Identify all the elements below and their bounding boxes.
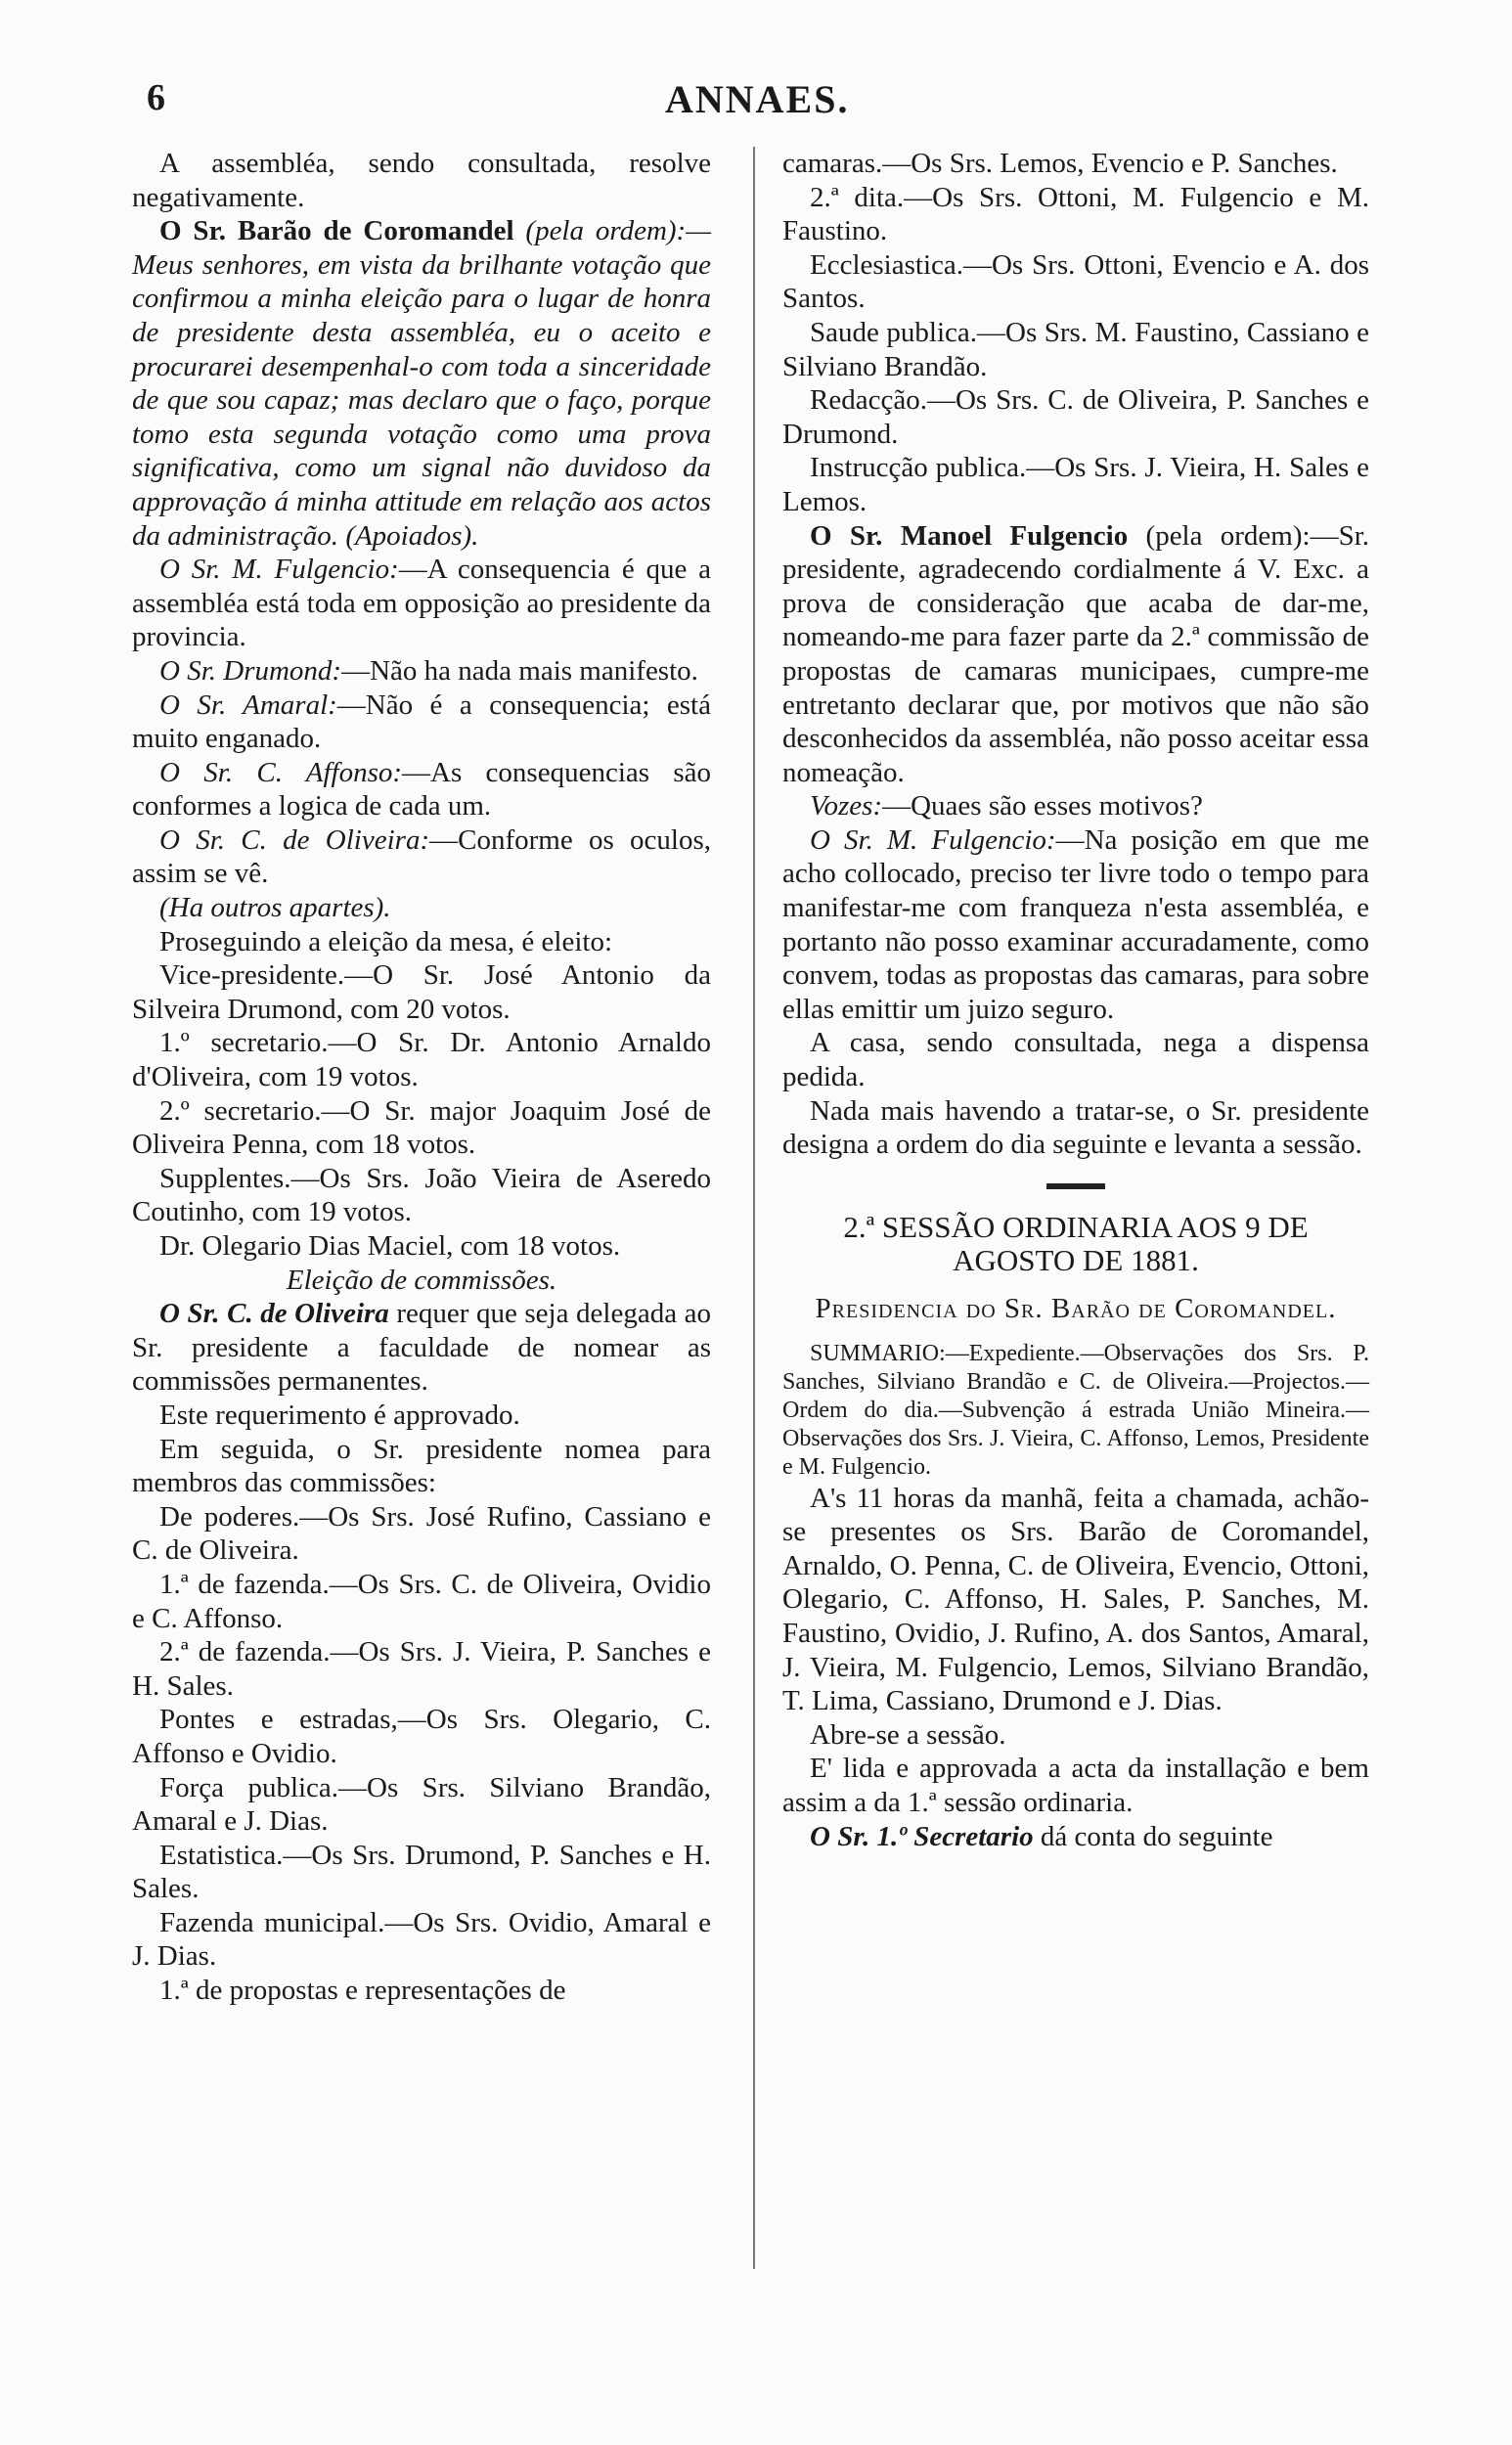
paragraph: A assembléa, sendo consultada, resolve negativamente.: [132, 148, 711, 213]
right-column: [782, 147, 1369, 1853]
running-head: ANNAES.: [665, 77, 850, 121]
paragraph: [132, 823, 711, 891]
paragraph-text: (pela ordem):—Sr. presidente, agradecendo cordialmente á V. Exc. a prova de consideração que acaba de dar-me, nomeando-me para fazer parte da 2.ª commissão de propostas de camaras municipaes, cumpre-me entretanto declarar que, por motivos que não são desconhecidos da assembléa, não posso aceitar essa nomeação.: [782, 519, 1370, 788]
speaker-name: O Sr. C. Affonso:: [159, 756, 403, 788]
paragraph: [132, 1297, 711, 1399]
paragraph: 1.ª de propostas e representações de: [159, 1975, 566, 2007]
paragraph: [132, 756, 711, 823]
paragraph-text: requer que seja delegada ao Sr. presidente a faculdade de nomear as commissões permanentes.: [132, 1298, 711, 1398]
paragraph: [132, 654, 711, 689]
paragraph-text: —Não é a consequencia; está muito enganado.: [132, 689, 711, 755]
speaker-name: O Sr. C. de Oliveira: [159, 1298, 389, 1330]
speaker-name: O Sr. C. de Oliveira:: [159, 823, 430, 856]
paragraph: camaras.—Os Srs. Lemos, Evencio e P. Sanches.: [782, 148, 1338, 179]
paragraph: 2.ª dita.—Os Srs. Ottoni, M. Fulgencio e M. Faustino.: [782, 181, 1369, 247]
speaker-name: O Sr. M. Fulgencio:: [159, 554, 399, 586]
paragraph-text: —A consequencia é que a assembléa está toda em opposição ao presidente da provincia.: [132, 554, 711, 653]
paragraph: 1.º secretario.—O Sr. Dr. Antonio Arnaldo d'Oliveira, com 19 votos.: [132, 1027, 711, 1093]
paragraph: 2.ª de fazenda.—Os Srs. J. Vieira, P. Sanches e H. Sales.: [132, 1636, 711, 1702]
paragraph: Força publica.—Os Srs. Silviano Brandão, Amaral e J. Dias.: [132, 1771, 711, 1838]
paragraph: Proseguindo a eleição da mesa, é eleito:: [159, 925, 613, 957]
column-divider: [753, 147, 755, 2269]
aside: (Ha outros apartes).: [159, 892, 391, 924]
section-separator: [1046, 1183, 1105, 1189]
paragraph: Vice-presidente.—O Sr. José Antonio da Silveira Drumond, com 20 votos.: [132, 959, 711, 1025]
paragraph: Fazenda municipal.—Os Srs. Ovidio, Amaral e J. Dias.: [132, 1906, 711, 1973]
paragraph: [782, 789, 1369, 823]
paragraph: Este requerimento é approvado.: [159, 1399, 520, 1431]
page-header: [147, 76, 1369, 125]
paragraph: Ecclesiastica.—Os Srs. Ottoni, Evencio e A. dos Santos.: [782, 248, 1369, 315]
paragraph: [782, 823, 1369, 1027]
paragraph-text: —Conforme os oculos, assim se vê.: [132, 823, 712, 890]
page-number: 6: [147, 77, 165, 118]
section-heading: Eleição de commissões.: [286, 1264, 557, 1296]
paragraph: Em seguida, o Sr. presidente nomea para membros das commissões:: [132, 1433, 711, 1499]
paragraph: Redacção.—Os Srs. C. de Oliveira, P. Sanches e Drumond.: [782, 384, 1369, 450]
paragraph-text: (pela ordem):—Meus senhores, em vista da brilhante votação que confirmou a minha eleição para o lugar de honra de presidente desta assembléa, eu o aceito e procurarei desempenhal-o com toda a sinceridade de que sou capaz; mas declaro que o faço, porque tomo esta segunda votação como uma prova significativa, como um signal não duvidoso da approvação á minha attitude em relação aos actos da administração.: [132, 215, 711, 552]
paragraph-text: dá conta do seguinte: [1040, 1820, 1273, 1852]
paragraph: [132, 553, 711, 654]
speaker-name: O Sr. Amaral:: [159, 689, 337, 721]
paragraph: [132, 689, 711, 756]
speaker-name: Vozes:: [810, 790, 883, 822]
aside: (Apoiados).: [345, 519, 479, 552]
speaker-name: O Sr. Drumond:: [159, 654, 342, 687]
paragraph: [132, 214, 711, 553]
paragraph: Instrucção publica.—Os Srs. J. Vieira, H. Sales e Lemos.: [782, 452, 1369, 517]
paragraph: [782, 519, 1369, 790]
paragraph-text: —As consequencias são conformes a logica de cada um.: [132, 756, 711, 822]
paragraph: Estatistica.—Os Srs. Drumond, P. Sanches e H. Sales.: [132, 1839, 711, 1905]
speaker-name: O Sr. M. Fulgencio:: [810, 823, 1056, 856]
paragraph-text: —Na posição em que me acho collocado, preciso ter livre todo o tempo para manifestar-me com franqueza n'esta assembléa, e portanto não posso examinar accuradamente, como convem, todas as propostas das camaras, para sobre ellas emittir um juizo seguro.: [782, 823, 1369, 1025]
summary: SUMMARIO:—Expediente.—Observações dos Srs. P. Sanches, Silviano Brandão e C. de Oliveira.—Projectos.—Ordem do dia.—Subvenção á estrada União Mineira.—Observações dos Srs. J. Vieira, C. Affonso, Lemos, Presidente e M. Fulgencio.: [782, 1340, 1369, 1480]
paragraph-text: —Não ha nada mais manifesto.: [341, 654, 698, 687]
presidency-line: Presidencia do Sr. Barão de Coromandel.: [815, 1293, 1337, 1324]
speaker-name: O Sr. Barão de Coromandel: [159, 215, 514, 247]
paragraph: A casa, sendo consultada, nega a dispensa pedida.: [782, 1027, 1369, 1093]
paragraph: Pontes e estradas,—Os Srs. Olegario, C. Affonso e Ovidio.: [132, 1704, 711, 1769]
paragraph: Abre-se a sessão.: [810, 1718, 1006, 1751]
paragraph: 1.ª de fazenda.—Os Srs. C. de Oliveira, Ovidio e C. Affonso.: [132, 1568, 711, 1634]
paragraph: [782, 1820, 1369, 1854]
session-title: 2.ª SESSÃO ORDINARIA AOS 9 DE AGOSTO DE 1881.: [843, 1209, 1309, 1278]
paragraph: Dr. Olegario Dias Maciel, com 18 votos.: [159, 1230, 621, 1262]
paragraph: Nada mais havendo a tratar-se, o Sr. presidente designa a ordem do dia seguinte e levanta a sessão.: [782, 1094, 1369, 1161]
speaker-name: O Sr. Manoel Fulgencio: [810, 519, 1129, 552]
paragraph: 2.º secretario.—O Sr. major Joaquim José de Oliveira Penna, com 18 votos.: [132, 1094, 711, 1161]
paragraph-text: —Quaes são esses motivos?: [882, 790, 1203, 822]
paragraph: A's 11 horas da manhã, feita a chamada, achão-se presentes os Srs. Barão de Coromandel, Arnaldo, O. Penna, C. de Oliveira, Evencio, Ottoni, Olegario, C. Affonso, H. Sales, P. Sanches, M. Faustino, Ovidio, J. Rufino, A. dos Santos, Amaral, J. Vieira, M. Fulgencio, Lemos, Silviano Brandão, T. Lima, Cassiano, Drumond e J. Dias.: [782, 1482, 1369, 1717]
speaker-name: O Sr. 1.º Secretario: [810, 1820, 1034, 1852]
paragraph: Supplentes.—Os Srs. João Vieira de Aseredo Coutinho, com 19 votos.: [132, 1162, 711, 1228]
paragraph: E' lida e approvada a acta da installação e bem assim a da 1.ª sessão ordinaria.: [782, 1753, 1369, 1818]
paragraph: De poderes.—Os Srs. José Rufino, Cassiano e C. de Oliveira.: [132, 1500, 711, 1567]
left-column: [132, 147, 711, 2008]
paragraph: Saude publica.—Os Srs. M. Faustino, Cassiano e Silviano Brandão.: [782, 316, 1369, 382]
